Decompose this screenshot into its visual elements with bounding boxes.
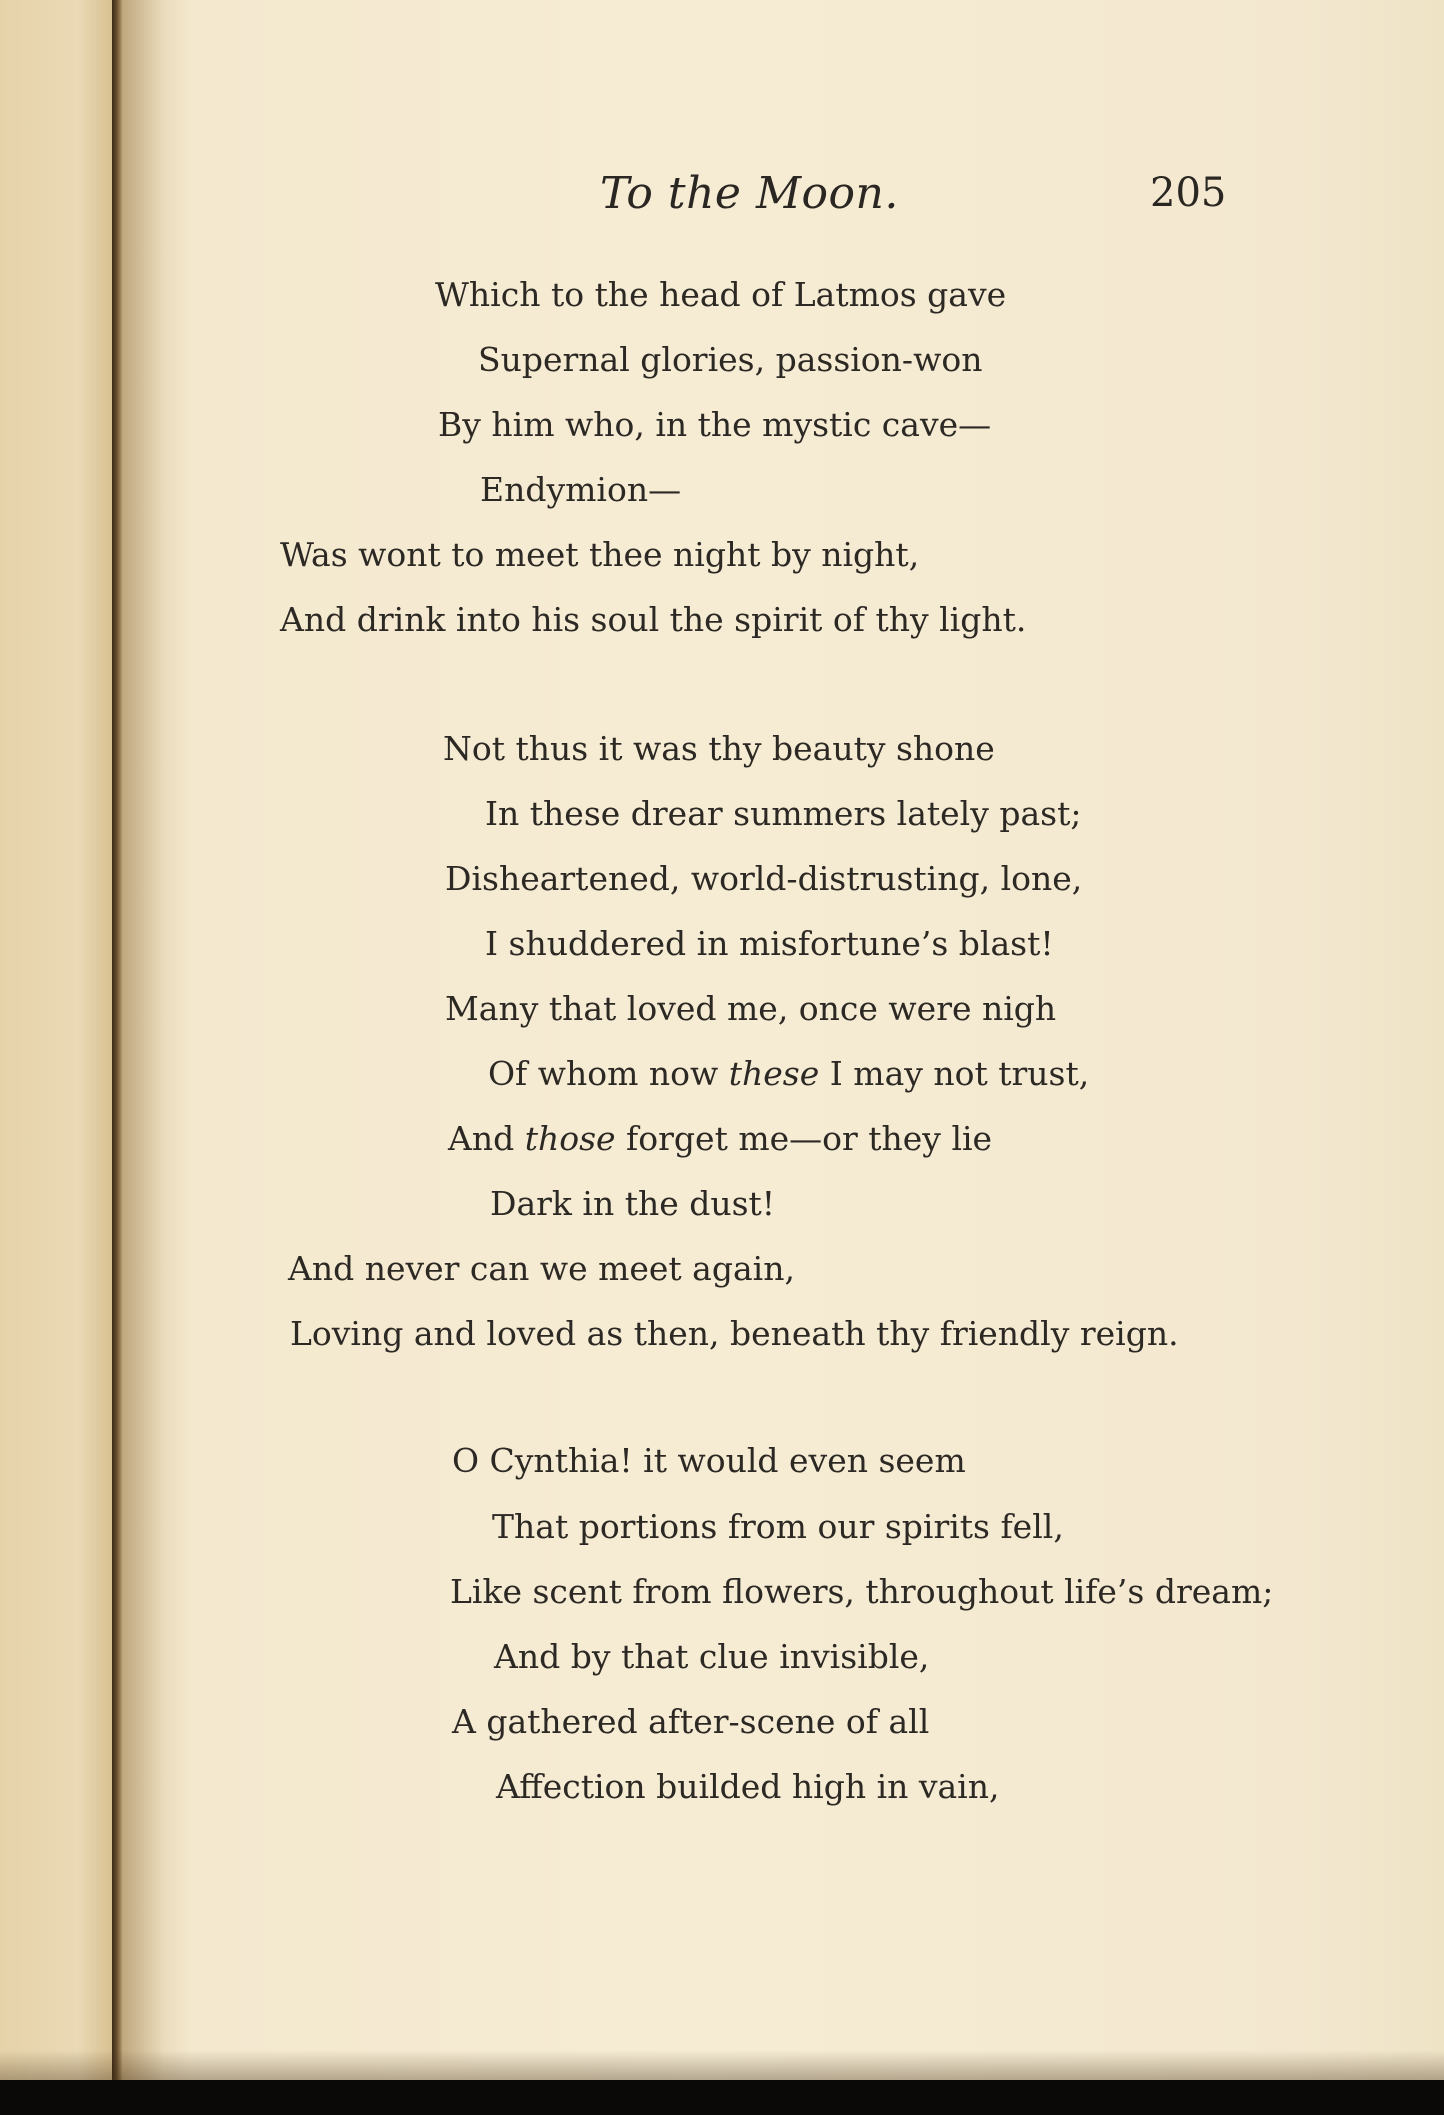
poem-line: I shuddered in misfortune’s blast! — [485, 924, 1054, 963]
poem-line: O Cynthia! it would even seem — [452, 1441, 966, 1480]
poem-line-emphasis — [448, 1119, 993, 1158]
poem-line: That portions from our spirits fell, — [492, 1507, 1064, 1546]
poem-line: Supernal glories, passion-won — [478, 340, 983, 379]
poem-line: Like scent from flowers, throughout life’s dream; — [450, 1572, 1274, 1611]
poem-line-emphasis — [488, 1054, 1090, 1093]
poem-line: Dark in the dust! — [490, 1184, 776, 1223]
poem-line: Disheartened, world-distrusting, lone, — [445, 859, 1083, 898]
emphasized-word: these — [728, 1054, 820, 1093]
poem-line: Was wont to meet thee night by night, — [280, 535, 920, 574]
line-part: forget me—or they lie — [615, 1119, 993, 1158]
line-part: And — [448, 1119, 525, 1158]
poem-line: A gathered after-scene of all — [452, 1702, 930, 1741]
line-part: I may not trust, — [819, 1054, 1090, 1093]
poem-line: In these drear summers lately past; — [485, 794, 1082, 833]
scan-background — [0, 2080, 1444, 2115]
page-number: 205 — [1150, 170, 1227, 216]
poem-line: Affection builded high in vain, — [496, 1767, 1000, 1806]
poem-line: By him who, in the mystic cave— — [438, 405, 992, 444]
line-part: Of whom now — [488, 1054, 729, 1093]
page-bottom-shade — [0, 2050, 1444, 2080]
running-title: To the Moon. — [600, 168, 899, 219]
poem-line: Endymion— — [480, 470, 682, 509]
poem-line: And by that clue invisible, — [494, 1637, 930, 1676]
poem-line: Loving and loved as then, beneath thy friendly reign. — [290, 1314, 1179, 1353]
poem-line: And drink into his soul the spirit of thy light. — [280, 600, 1027, 639]
poem-line: Which to the head of Latmos gave — [435, 275, 1007, 314]
emphasized-word: those — [524, 1119, 616, 1158]
poem-line: Many that loved me, once were nigh — [445, 989, 1057, 1028]
poem-line: Not thus it was thy beauty shone — [443, 729, 995, 768]
poem-line: And never can we meet again, — [288, 1249, 795, 1288]
